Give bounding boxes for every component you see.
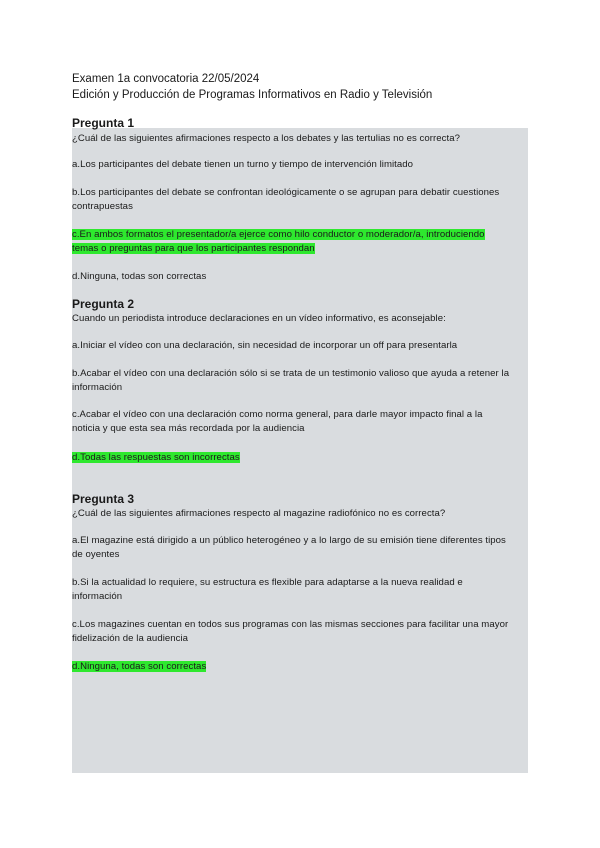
exam-title: Examen 1a convocatoria 22/05/2024	[72, 73, 260, 85]
highlighted-option-line: temas o preguntas para que los participantes respondan	[72, 243, 315, 254]
option-line: c.Acabar el vídeo con una declaración como norma general, para darle mayor impacto final a la	[72, 409, 483, 420]
option-line: b.Si la actualidad lo requiere, su estructura es flexible para adaptarse a la nueva realidad e	[72, 577, 463, 588]
option-line: contrapuestas	[72, 201, 133, 212]
answer-option-d[interactable]	[72, 270, 532, 284]
document-header	[72, 71, 432, 103]
question-text: ¿Cuál de las siguientes afirmaciones respecto al magazine radiofónico no es correcta?	[72, 508, 446, 519]
option-line: información	[72, 591, 123, 602]
highlighted-option-line: d.Todas las respuestas son incorrectas	[72, 452, 240, 463]
highlighted-option-line: c.En ambos formatos el presentador/a ejerce como hilo conductor o moderador/a, introduciendo	[72, 229, 485, 240]
option-line: c.Los magazines cuentan en todos sus programas con las mismas secciones para facilitar una mayor	[72, 619, 509, 630]
option-line: fidelización de la audiencia	[72, 633, 189, 644]
answer-option-b[interactable]	[72, 367, 532, 395]
answer-option-c[interactable]	[72, 618, 532, 646]
option-line: a.El magazine está dirigido a un público heterogéneo y a lo largo de su emisión tiene diferentes tipos	[72, 535, 506, 546]
question-text: ¿Cuál de las siguientes afirmaciones respecto a los debates y las tertulias no es correcta?	[72, 133, 460, 144]
option-line: b.Acabar el vídeo con una declaración sólo si se trata de un testimonio valioso que ayuda a retener la	[72, 368, 510, 379]
option-line: noticia y que esta sea más recordada por la audiencia	[72, 423, 305, 434]
answer-option-b[interactable]	[72, 186, 532, 214]
answer-option-a[interactable]	[72, 534, 532, 562]
course-title: Edición y Producción de Programas Informativos en Radio y Televisión	[72, 89, 433, 101]
answer-option-a[interactable]	[72, 339, 532, 353]
option-line: a.Iniciar el vídeo con una declaración, sin necesidad de incorporar un off para presentarla	[72, 340, 458, 351]
question-title: Pregunta 2	[72, 297, 135, 311]
highlighted-option-line: d.Ninguna, todas son correctas	[72, 661, 207, 672]
option-line: información	[72, 382, 123, 393]
answer-option-b[interactable]	[72, 576, 532, 604]
question-title: Pregunta 1	[72, 116, 135, 130]
answer-option-d-correct[interactable]	[72, 451, 532, 465]
question-title: Pregunta 3	[72, 492, 135, 506]
option-line: b.Los participantes del debate se confrontan ideológicamente o se agrupan para debatir cuestiones	[72, 187, 500, 198]
answer-option-c[interactable]	[72, 408, 532, 436]
answer-option-d-correct[interactable]	[72, 660, 532, 674]
question-text: Cuando un periodista introduce declaraciones en un vídeo informativo, es aconsejable:	[72, 313, 446, 324]
option-line: de oyentes	[72, 549, 120, 560]
option-line: a.Los participantes del debate tienen un turno y tiempo de intervención limitado	[72, 159, 414, 170]
option-line: d.Ninguna, todas son correctas	[72, 271, 207, 282]
answer-option-a[interactable]	[72, 158, 532, 172]
answer-option-c-correct[interactable]	[72, 228, 532, 256]
